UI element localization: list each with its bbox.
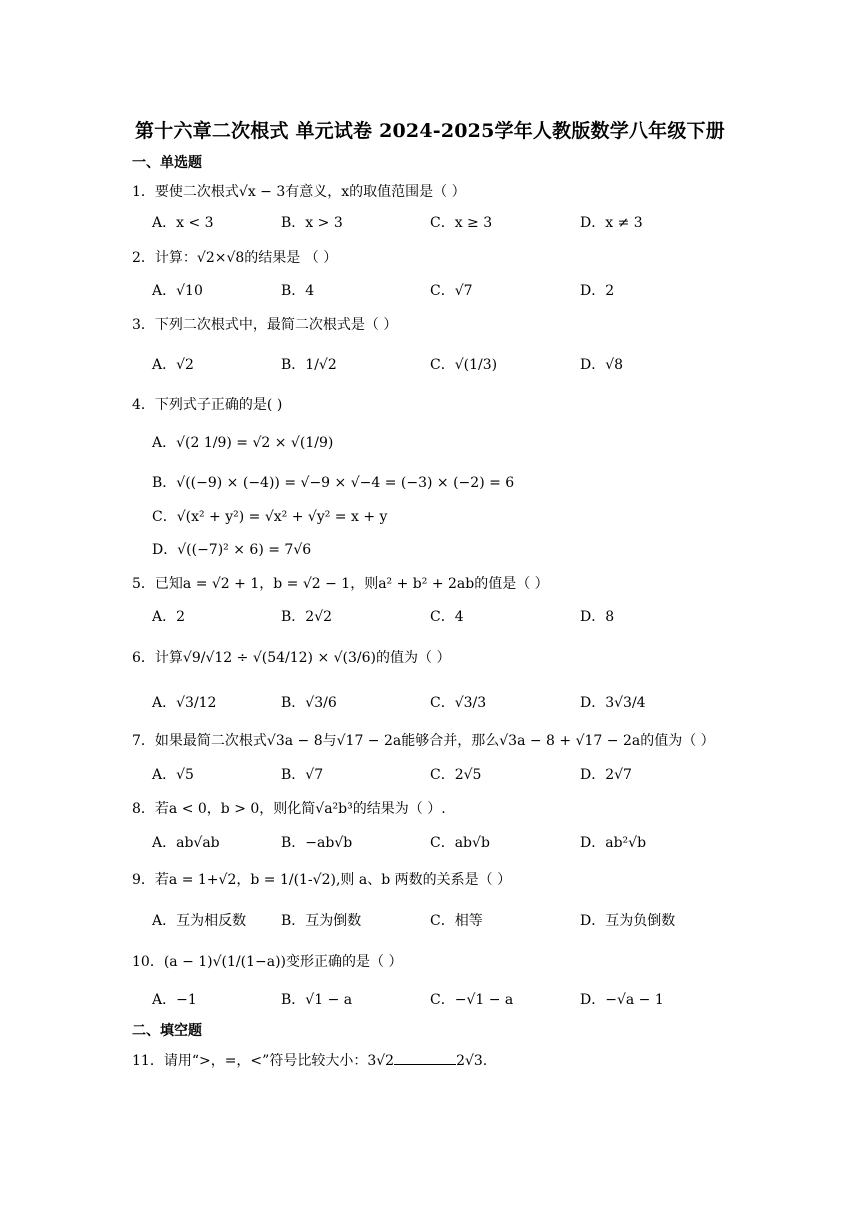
question-2-option-c: C．√7 — [430, 283, 473, 299]
question-6-option-d: D．3√3/4 — [580, 695, 646, 711]
question-3-option-d: D．√8 — [580, 357, 624, 373]
question-11 — [132, 1050, 487, 1071]
question-1-option-b: B．x > 3 — [281, 215, 343, 231]
question-8-option-a: A．ab√ab — [152, 835, 220, 851]
question-10-stem: 10．(a − 1)√(1/(1−a))变形正确的是（ ） — [132, 954, 403, 970]
question-4-stem: 4．下列式子正确的是( ) — [132, 397, 283, 413]
page-title: 第十六章二次根式 单元试卷 2024-2025学年人教版数学八年级下册 — [135, 120, 725, 142]
question-5-stem: 5．已知a = √2 + 1，b = √2 − 1，则a² + b² + 2ab的值是（ ） — [132, 576, 549, 592]
question-8-option-d: D．ab²√b — [580, 835, 647, 851]
question-5-option-d: D．8 — [580, 609, 615, 625]
question-2-option-d: D．2 — [580, 283, 615, 299]
question-1-option-d: D．x ≠ 3 — [580, 215, 643, 231]
question-9-option-b: B．互为倒数 — [281, 913, 362, 929]
question-10-option-b: B．√1 − a — [281, 992, 353, 1008]
question-7-option-d: D．2√7 — [580, 767, 632, 783]
question-6-stem: 6．计算√9/√12 ÷ √(54/12) × √(3/6)的值为（ ） — [132, 650, 451, 666]
question-2-option-b: B．4 — [281, 283, 315, 299]
question-3-option-b: B．1/√2 — [281, 357, 337, 373]
question-4-option-c: C．√(x² + y²) = √x² + √y² = x + y — [152, 509, 388, 525]
question-6-option-c: C．√3/3 — [430, 695, 487, 711]
question-7-stem: 7．如果最简二次根式√3a − 8与√17 − 2a能够合并，那么√3a − 8 + √17 − 2a的值为（ ） — [132, 733, 715, 749]
answer-blank[interactable] — [394, 1050, 456, 1065]
question-9-option-a: A．互为相反数 — [152, 913, 247, 929]
question-7-option-c: C．2√5 — [430, 767, 482, 783]
question-9-option-c: C．相等 — [430, 913, 483, 929]
question-2-option-a: A．√10 — [152, 283, 203, 299]
question-5-option-a: A．2 — [152, 609, 186, 625]
question-10-option-d: D．−√a − 1 — [580, 992, 664, 1008]
section-heading-fill-in: 二、填空题 — [132, 1023, 202, 1039]
question-1-stem: 1．要使二次根式√x − 3有意义，x的取值范围是（ ） — [132, 184, 466, 200]
question-11-stem-before: 11．请用“>，=，<”符号比较大小：3√2 — [132, 1053, 395, 1069]
question-6-option-b: B．√3/6 — [281, 695, 337, 711]
question-7-option-b: B．√7 — [281, 767, 324, 783]
question-2-stem: 2．计算：√2×√8的结果是 （ ） — [132, 250, 338, 266]
section-heading-single-choice: 一、单选题 — [132, 155, 202, 171]
question-1-option-c: C．x ≥ 3 — [430, 215, 493, 231]
question-10-option-a: A．−1 — [152, 992, 197, 1008]
question-9-stem: 9．若a = 1+√2，b = 1/(1-√2),则 a、b 两数的关系是（ ） — [132, 872, 512, 888]
question-11-stem-after: 2√3. — [456, 1053, 488, 1069]
question-5-option-c: C．4 — [430, 609, 464, 625]
question-5-option-b: B．2√2 — [281, 609, 333, 625]
question-1-option-a: A．x < 3 — [152, 215, 214, 231]
question-4-option-b: B．√((−9) × (−4)) = √−9 × √−4 = (−3) × (−2) = 6 — [152, 475, 515, 491]
question-8-stem: 8．若a < 0，b > 0，则化简√a²b³的结果为（ ）. — [132, 801, 446, 817]
question-4-option-a: A．√(2 1/9) = √2 × √(1/9) — [152, 435, 334, 451]
question-7-option-a: A．√5 — [152, 767, 194, 783]
question-8-option-c: C．ab√b — [430, 835, 490, 851]
question-3-option-a: A．√2 — [152, 357, 194, 373]
question-4-option-d: D．√((−7)² × 6) = 7√6 — [152, 542, 312, 558]
question-3-option-c: C．√(1/3) — [430, 357, 498, 373]
question-8-option-b: B．−ab√b — [281, 835, 353, 851]
question-3-stem: 3．下列二次根式中，最简二次根式是（ ） — [132, 317, 398, 333]
question-10-option-c: C．−√1 − a — [430, 992, 514, 1008]
question-9-option-d: D．互为负倒数 — [580, 913, 676, 929]
question-6-option-a: A．√3/12 — [152, 695, 217, 711]
